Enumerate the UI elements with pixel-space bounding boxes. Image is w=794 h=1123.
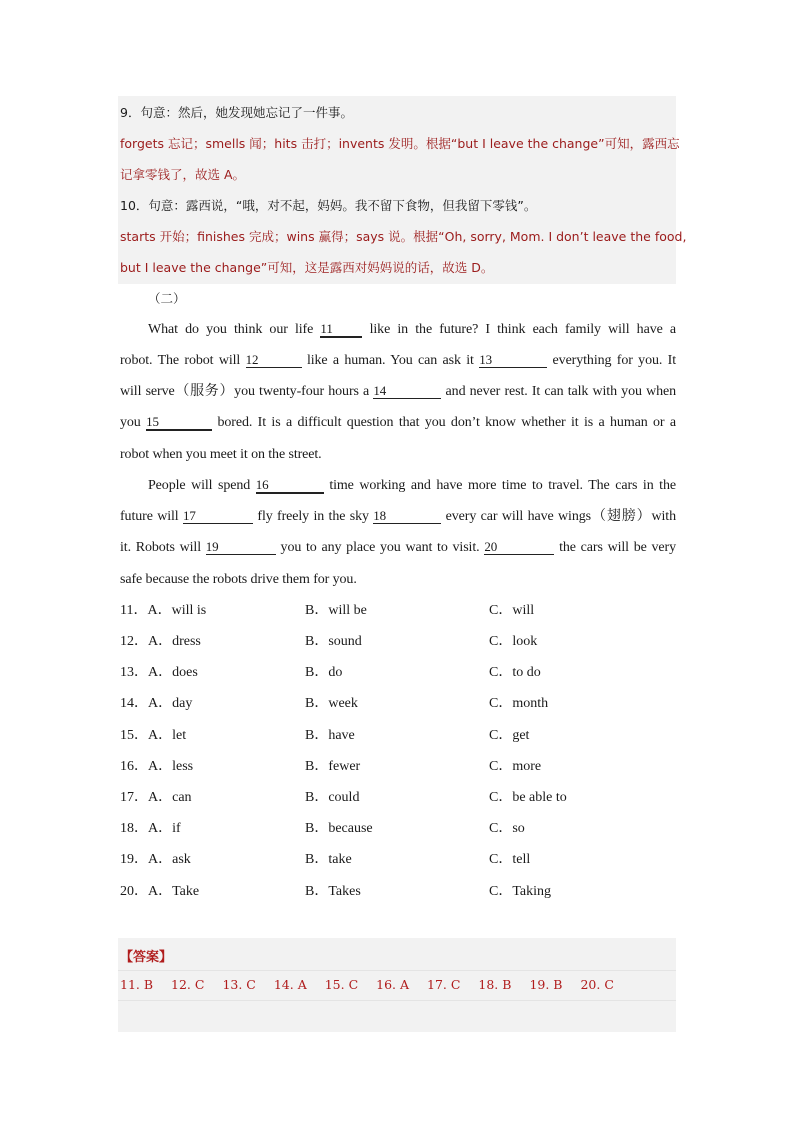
- answer-item: 17. C: [427, 977, 461, 992]
- option-16-c: C．more: [489, 759, 542, 774]
- option-18-b: B．because: [305, 821, 373, 836]
- option-16-b: B．fewer: [305, 759, 361, 774]
- option-14-a: 14．A．day: [120, 696, 193, 711]
- answer-item: 14. A: [273, 977, 307, 992]
- passage-line: it. Robots will 19 you to any place you want to visit. 20 the cars will be very: [120, 539, 677, 555]
- option-20-a: 20．A．Take: [120, 884, 200, 899]
- blank-12: 12: [246, 352, 302, 368]
- passage-line: you 15 bored. It is a difficult question that you don’t know whether it is a human or a: [120, 414, 677, 430]
- q10-vocab: starts 开始；finishes 完成；wins 赢得；says 说。根据“Oh, sorry, Mom. I don’t leave the food,: [120, 229, 687, 244]
- answer-divider: [118, 970, 676, 971]
- passage-line: People will spend 16 time working and have more time to travel. The cars in the: [148, 477, 676, 493]
- passage-line: robot when you meet it on the street.: [120, 447, 322, 462]
- option-18-a: 18．A．if: [120, 821, 181, 836]
- blank-16: 16: [256, 477, 324, 494]
- option-13-a: 13．A．does: [120, 665, 198, 680]
- option-14-b: B．week: [305, 696, 358, 711]
- q10-conclusion: but I leave the change”可知，这是露西对妈妈说的话，故选 D。: [120, 260, 494, 275]
- option-19-a: 19．A．ask: [120, 852, 191, 867]
- option-12-b: B．sound: [305, 634, 362, 649]
- option-11-b: B．will be: [305, 603, 367, 618]
- q10-meaning: 10．句意：露西说，“哦，对不起，妈妈。我不留下食物，但我留下零钱”。: [120, 198, 537, 213]
- option-19-b: B．take: [305, 852, 352, 867]
- passage-line: safe because the robots drive them for you.: [120, 572, 357, 587]
- passage-line: will serve（服务）you twenty-four hours a 14 and never rest. It can talk with you when: [120, 383, 676, 399]
- answer-item: 12. C: [171, 977, 205, 992]
- answer-item: 13. C: [222, 977, 256, 992]
- answer-item: 15. C: [324, 977, 359, 992]
- option-17-c: C．be able to: [489, 790, 567, 805]
- option-18-c: C．so: [489, 821, 525, 836]
- blank-11: 11: [320, 321, 362, 338]
- blank-20: 20: [484, 539, 554, 555]
- option-15-a: 15．A．let: [120, 728, 187, 743]
- option-15-b: B．have: [305, 728, 355, 743]
- option-17-b: B．could: [305, 790, 360, 805]
- option-14-c: C．month: [489, 696, 549, 711]
- option-11-a: 11．A．will is: [120, 603, 207, 618]
- option-11-c: C．will: [489, 603, 535, 618]
- option-16-a: 16．A．less: [120, 759, 194, 774]
- option-12-c: C．look: [489, 634, 538, 649]
- answer-item: 19. B: [529, 977, 563, 992]
- explanation-box: [118, 96, 687, 284]
- blank-13: 13: [479, 352, 547, 368]
- answer-item: 18. B: [478, 977, 512, 992]
- answer-item: 20. C: [580, 977, 614, 992]
- option-20-c: C．Taking: [489, 884, 552, 899]
- option-20-b: B．Takes: [305, 884, 361, 899]
- option-13-b: B．do: [305, 665, 343, 680]
- q9-vocab: forgets 忘记；smells 闻；hits 击打；invents 发明。根据“but I leave the change”可知，露西忘: [120, 136, 680, 151]
- answer-item: 11. B: [120, 977, 154, 992]
- passage-line: future will 17 fly freely in the sky 18 every car will have wings（翅膀）with: [120, 508, 677, 524]
- option-15-c: C．get: [489, 728, 530, 743]
- option-12-a: 12．A．dress: [120, 634, 201, 649]
- option-17-a: 17．A．can: [120, 790, 192, 805]
- answer-item: 16. A: [376, 977, 410, 992]
- blank-18: 18: [373, 508, 441, 524]
- passage-line: robot. The robot will 12 like a human. You can ask it 13 everything for you. It: [120, 352, 677, 368]
- option-13-c: C．to do: [489, 665, 541, 680]
- section-title: （二）: [148, 291, 186, 306]
- answer-list: [120, 977, 628, 992]
- blank-15: 15: [146, 414, 212, 431]
- passage-line: What do you think our life 11 like in the future? I think each family will have a: [148, 321, 677, 337]
- answer-heading: 【答案】: [120, 950, 173, 965]
- q9-conclusion: 记拿零钱了，故选 A。: [120, 167, 246, 182]
- blank-14: 14: [373, 383, 441, 399]
- option-19-c: C．tell: [489, 852, 531, 867]
- blank-17: 17: [183, 508, 253, 524]
- blank-19: 19: [206, 539, 276, 555]
- answer-divider: [118, 1000, 676, 1001]
- q9-meaning: 9．句意：然后，她发现她忘记了一件事。: [120, 105, 353, 120]
